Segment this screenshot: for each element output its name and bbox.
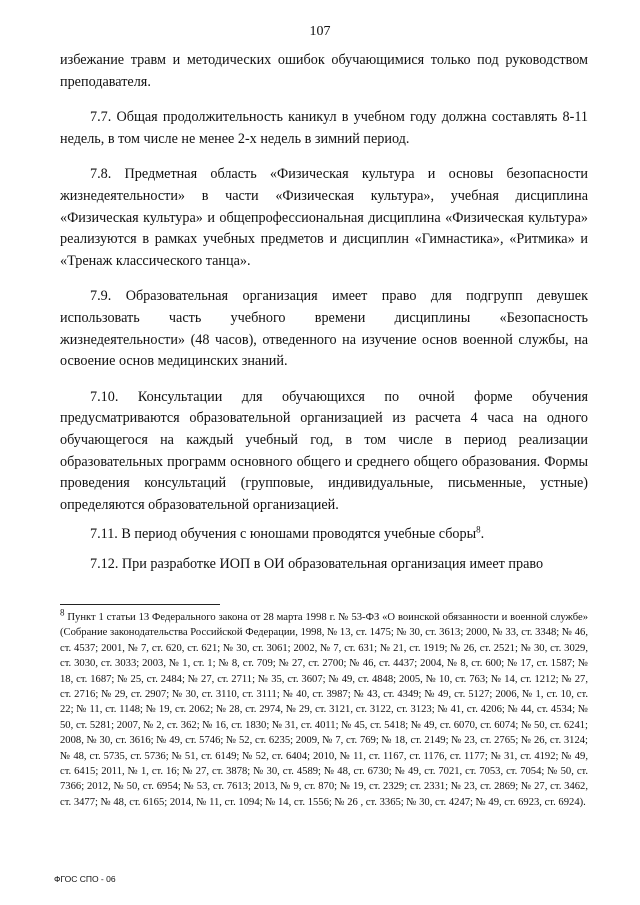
paragraph-7-7: 7.7. Общая продолжительность каникул в учебном году должна составлять 8-11 недель, в том числе не менее 2-х недель в зимний период. — [60, 109, 588, 147]
footnote-mark: 8 — [60, 607, 65, 618]
footnote-separator — [60, 604, 220, 605]
document-body — [60, 50, 588, 589]
page-number: 107 — [309, 24, 331, 39]
paragraph-continuation: избежание травм и методических ошибок обучающимися только под руководством преподавателя. — [60, 52, 588, 90]
paragraph-7-10: 7.10. Консультации для обучающихся по очной форме обучения предусматриваются образовательной организацией из расчета 4 часа на одного обучающегося на каждый учебный год, в том числе в период реализации образовательных программ основного общего и среднего общего образования. Формы проведения консультаций (групповые, индивидуальные, письменные, устные) определяются образовательной организацией. — [60, 388, 588, 513]
paragraph-7-9: 7.9. Образовательная организация имеет право для подгрупп девушек использовать часть учебного времени дисциплины «Безопасность жизнедеятельности» (48 часов), отведенного на изучение основ военной службы, на освоение основ медицинских знаний. — [60, 288, 588, 370]
footnote — [60, 607, 588, 810]
paragraph-7-8: 7.8. Предметная область «Физическая культура и основы безопасности жизнедеятельности» в части «Физическая культура», учебная дисциплина «Физическая культура» и общепрофессиональная дисциплина «Физическая культура» реализуются в рамках учебных предметов и дисциплин «Гимнастика», «Ритмика» и «Тренаж классического танца». — [60, 166, 588, 269]
paragraph-7-12: 7.12. При разработке ИОП в ОИ образовательная организация имеет право — [90, 555, 544, 572]
footnote-reference[interactable]: 8 — [476, 524, 481, 535]
footnote-text: Пункт 1 статьи 13 Федерального закона от 28 марта 1998 г. № 53-ФЗ «О воинской обязанности и военной службе» (Собрание законодательства Российской Федерации, 1998, № 13, ст. 1475; № 30, ст. 3613; 2000, № 33, ст. 3348; № 46, ст. 4537; 2001, № 7, ст. 620, ст. 621; № 30, ст. 3061; 2002, № 7, ст. 631; № 21, ст. 1919; № 26, ст. 2521; № 30, ст. 3029, ст. 3030, ст. 3033; 2003, № 1, ст. 1; № 8, ст. 709; № 27, ст. 2700; № 46, ст. 4437; 2004, № 8, ст. 600; № 17, ст. 1587; № 18, ст. 1687; № 25, ст. 2484; № 27, ст. 2711; № 35, ст. 3607; № 49, ст. 4848; 2005, № 10, ст. 763; № 14, ст. 1212; № 27, ст. 2716; № 29, ст. 2907; № 30, ст. 3110, ст. 3111; № 40, ст. 3987; № 43, ст. 4349; № 49, ст. 5127; 2006, № 1, ст. 10, ст. 22; № 11, ст. 1148; № 19, ст. 2062; № 28, ст. 2974, № 29, ст. 3121, ст. 3122, ст. 3123; № 41, ст. 4206; № 44, ст. 4534; № 50, ст. 5281; 2007, № 2, ст. 362; № 16, ст. 1830; № 31, ст. 4011; № 45, ст. 5418; № 49, ст. 6070, ст. 6074; № 50, ст. 6241; 2008, № 30, ст. 3616; № 49, ст. 5746; № 52, ст. 6235; 2009, № 7, ст. 769; № 18, ст. 2149; № 23, ст. 2765; № 26, ст. 3124; № 48, ст. 5735, ст. 5736; № 51, ст. 6149; № 52, ст. 6404; 2010, № 11, ст. 1167, ст. 1176, ст. 1177; № 31, ст. 4192; № 49, ст. 6415; 2011, № 1, ст. 16; № 27, ст. 3878; № 30, ст. 4589; № 48, ст. 6730; № 49, ст. 7021, ст. 7053, ст. 7054; № 50, ст. 7366; 2012, № 50, ст. 6954; № 53, ст. 7613; 2013, № 9, ст. 870; № 19, ст. 2329; ст. 2331; № 23, ст. 2869; № 27, ст. 3462, ст. 3477; № 48, ст. 6165; 2014, № 11, ст. 1094; № 14, ст. 1556; № 26 , ст. 3365; № 30, ст. 4247; № 49, ст. 6923, ст. 6924). — [60, 612, 588, 808]
paragraph-7-11-tail: . — [480, 526, 485, 543]
paragraph-7-11 — [60, 524, 588, 546]
page-footer: ФГОС СПО - 06 — [54, 874, 116, 884]
paragraph-7-11-text: 7.11. В период обучения с юношами проводятся учебные сборы — [90, 526, 477, 543]
